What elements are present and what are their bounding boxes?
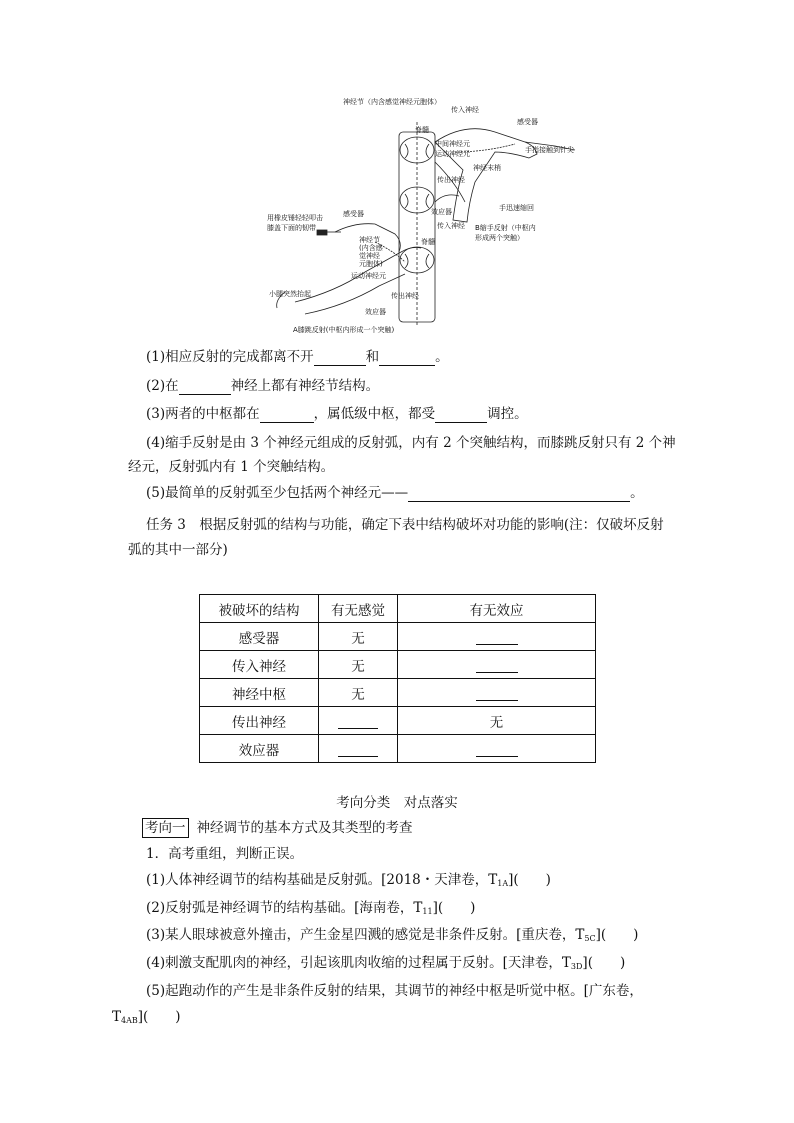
table-cell: 无 bbox=[398, 707, 596, 735]
answer-blank[interactable] bbox=[435, 408, 487, 423]
answer-blank[interactable] bbox=[379, 351, 435, 366]
subscript: 11 bbox=[422, 907, 433, 916]
table-cell: 无 bbox=[319, 651, 398, 679]
reflex-arc-figure bbox=[255, 92, 595, 342]
label-effector-mid: 效应器 bbox=[431, 208, 452, 216]
label-reflex-b2: 形成两个突触） bbox=[475, 234, 524, 242]
answer-blank[interactable] bbox=[314, 351, 366, 366]
table-cell: 效应器 bbox=[200, 735, 319, 763]
table-row bbox=[200, 707, 596, 735]
question-text: (1)相应反射的完成都离不开 bbox=[146, 349, 314, 365]
table-cell bbox=[398, 679, 596, 707]
table-cell bbox=[319, 735, 398, 763]
table-cell bbox=[398, 735, 596, 763]
table-row bbox=[200, 651, 596, 679]
table-header-row bbox=[200, 595, 596, 623]
label-ganglion: 神经节（内含感觉神经元胞体） bbox=[343, 98, 441, 106]
answer-blank[interactable] bbox=[476, 630, 518, 645]
statement-4 bbox=[146, 954, 625, 976]
judge-parens[interactable]: ]( ) bbox=[582, 955, 626, 971]
answer-blank[interactable] bbox=[260, 408, 314, 423]
statement-5-line-1: (5)起跑动作的产生是非条件反射的结果，其调节的神经中枢是听觉中枢。[广东卷， bbox=[146, 983, 643, 999]
table-cell: 无 bbox=[319, 679, 398, 707]
table-header: 被破坏的结构 bbox=[200, 595, 319, 623]
label-ganglion-low1: 神经节 bbox=[359, 236, 380, 244]
task3-line-1: 任务 3 根据反射弧的结构与功能，确定下表中结构破坏对功能的影响(注：仅破坏反射 bbox=[146, 517, 664, 533]
label-effector-low: 效应器 bbox=[365, 308, 386, 316]
table-cell: 神经中枢 bbox=[200, 679, 319, 707]
label-motor-neuron-top: 运动神经元 bbox=[435, 150, 470, 158]
table-cell: 传出神经 bbox=[200, 707, 319, 735]
label-hand-withdraw: 手迅速缩回 bbox=[499, 204, 534, 212]
table-cell: 感受器 bbox=[200, 623, 319, 651]
statement-2 bbox=[146, 899, 475, 921]
label-leg: 小腿突然抬起 bbox=[269, 290, 311, 298]
question-text: 。 bbox=[630, 485, 644, 501]
question-text: (2)在 bbox=[146, 378, 179, 394]
label-ganglion-low4: 元胞体) bbox=[359, 260, 383, 268]
question-1 bbox=[146, 348, 449, 366]
subscript: 3D bbox=[570, 962, 583, 971]
statement-text: (2)反射弧是神经调节的结构基础。[海南卷，T bbox=[146, 900, 423, 916]
statement-text: T bbox=[112, 1009, 122, 1025]
answer-blank[interactable] bbox=[338, 714, 378, 729]
label-afferent-top: 传入神经 bbox=[451, 106, 479, 114]
question-text: (3)两者的中枢都在 bbox=[146, 406, 260, 422]
judge-parens[interactable]: ]( ) bbox=[508, 872, 551, 888]
table-cell bbox=[319, 707, 398, 735]
subscript: 5C bbox=[584, 934, 596, 943]
subscript: 4AB bbox=[121, 1016, 138, 1025]
label-reflex-a: A膝跳反射(中枢内形成一个突触) bbox=[293, 326, 395, 334]
statement-text: (3)某人眼球被意外撞击，产生金星四溅的感觉是非条件反射。[重庆卷，T bbox=[146, 927, 585, 943]
label-hammer: 用橡皮锤轻轻叩击 bbox=[267, 214, 323, 222]
label-efferent-mid: 传出神经 bbox=[437, 176, 465, 184]
label-nerve-ending: 神经末梢 bbox=[473, 164, 501, 172]
statement-3 bbox=[146, 926, 638, 948]
label-ganglion-low3: 觉神经 bbox=[359, 252, 380, 260]
answer-blank[interactable] bbox=[476, 658, 518, 673]
task3-line-2: 弧的其中一部分) bbox=[128, 542, 228, 558]
judge-parens[interactable]: ]( ) bbox=[137, 1009, 181, 1025]
question-text: 神经上都有神经节结构。 bbox=[230, 378, 380, 394]
table-cell: 传入神经 bbox=[200, 651, 319, 679]
label-motor-low: 运动神经元 bbox=[351, 272, 386, 280]
label-ganglion-low2: (内含感 bbox=[359, 244, 383, 252]
label-spinal-low: 脊髓 bbox=[421, 238, 435, 246]
table-row bbox=[200, 623, 596, 651]
question-text: 调控。 bbox=[487, 406, 528, 422]
answer-blank[interactable] bbox=[338, 742, 378, 757]
question-2 bbox=[146, 377, 379, 395]
table-header: 有无效应 bbox=[398, 595, 596, 623]
question-4-line-2: 经元，反射弧内有 1 个突触结构。 bbox=[128, 459, 335, 475]
label-spinal-top: 脊髓 bbox=[415, 126, 429, 134]
question-text: ，属低级中枢，都受 bbox=[313, 406, 436, 422]
label-afferent-mid: 传入神经 bbox=[437, 222, 465, 230]
section-title: 考向分类 对点落实 bbox=[336, 795, 458, 811]
table-cell bbox=[398, 623, 596, 651]
statement-5-line-2 bbox=[112, 1008, 181, 1030]
label-hammer2: 膝盖下面的韧带 bbox=[267, 224, 316, 232]
judge-parens[interactable]: ]( ) bbox=[432, 900, 476, 916]
answer-blank[interactable] bbox=[179, 380, 231, 395]
subscript: 1A bbox=[497, 879, 509, 888]
damage-effect-table bbox=[199, 594, 596, 763]
statement-text: (1)人体神经调节的结构基础是反射弧。[2018・天津卷，T bbox=[146, 872, 498, 888]
label-finger: 手指接触到针尖 bbox=[525, 146, 574, 154]
statement-text: (4)刺激支配肌肉的神经，引起该肌肉收缩的过程属于反射。[天津卷，T bbox=[146, 955, 571, 971]
section-tag: 考向一 bbox=[142, 818, 189, 838]
question-5 bbox=[146, 484, 644, 502]
item-1: 1．高考重组，判断正误。 bbox=[146, 846, 304, 862]
table-cell: 无 bbox=[319, 623, 398, 651]
section-heading-text: 神经调节的基本方式及其类型的考查 bbox=[196, 820, 413, 836]
section-heading bbox=[142, 818, 413, 838]
question-3 bbox=[146, 405, 528, 423]
question-text: 。 bbox=[435, 349, 449, 365]
label-reflex-b: B缩手反射（中枢内 bbox=[475, 224, 536, 232]
label-interneuron: 中间神经元 bbox=[435, 140, 470, 148]
judge-parens[interactable]: ]( ) bbox=[595, 927, 639, 943]
answer-blank[interactable] bbox=[408, 487, 630, 502]
question-text: 和 bbox=[365, 349, 380, 365]
table-row bbox=[200, 735, 596, 763]
table-cell bbox=[398, 651, 596, 679]
answer-blank[interactable] bbox=[476, 686, 518, 701]
question-4-line-1: (4)缩手反射是由 3 个神经元组成的反射弧，内有 2 个突触结构，而膝跳反射只有 2 个神 bbox=[146, 435, 676, 451]
table-header: 有无感觉 bbox=[319, 595, 398, 623]
answer-blank[interactable] bbox=[476, 742, 518, 757]
statement-1 bbox=[146, 871, 551, 893]
table-row bbox=[200, 679, 596, 707]
label-efferent-low: 传出神经 bbox=[391, 292, 419, 300]
label-receptor-low: 感受器 bbox=[343, 210, 364, 218]
label-receptor-top: 感受器 bbox=[517, 118, 538, 126]
question-text: (5)最简单的反射弧至少包括两个神经元—— bbox=[146, 485, 409, 501]
